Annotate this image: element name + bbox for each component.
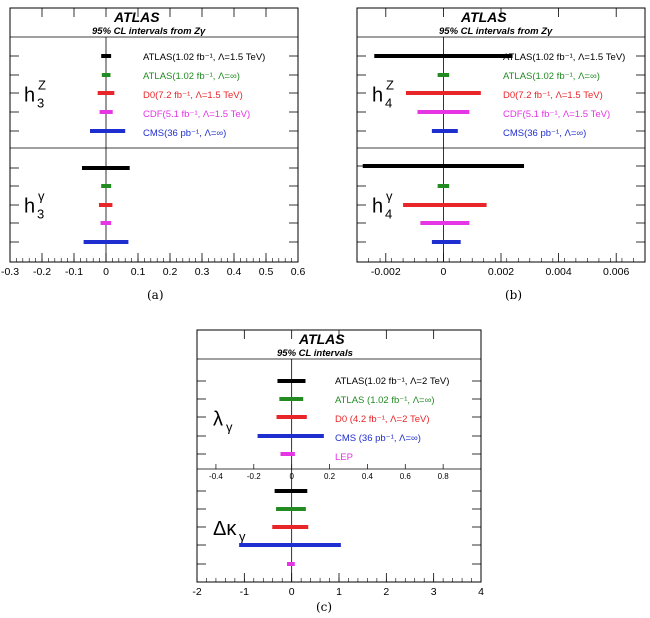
group-label-sup: Z: [38, 77, 46, 93]
inner-tick-label: 0: [289, 472, 294, 481]
x-tick-label: 0.006: [603, 266, 630, 278]
x-tick-label: 0: [440, 266, 447, 278]
legend-entry: ATLAS(1.02 fb⁻¹, Λ=1.5 TeV): [503, 52, 626, 63]
chart-panel-0: [1, 8, 305, 278]
group-label-sup: Z: [386, 77, 394, 93]
x-tick-label: -1: [239, 586, 250, 598]
legend-entry: ATLAS(1.02 fb⁻¹, Λ=2 TeV): [335, 376, 450, 387]
legend-entry: CDF(5.1 fb⁻¹, Λ=1.5 TeV): [503, 109, 611, 120]
x-tick-label: -0.002: [370, 266, 401, 278]
chart-subtitle: 95% CL intervals: [277, 348, 353, 359]
inner-tick-label: 0.2: [323, 472, 336, 481]
inner-tick-label: -0.4: [209, 472, 223, 481]
legend-entry: D0(7.2 fb⁻¹, Λ=1.5 TeV): [143, 90, 243, 101]
legend-entry: ATLAS(1.02 fb⁻¹, Λ=∞): [503, 71, 600, 82]
x-tick-label: 0.002: [487, 266, 515, 278]
group-label: h: [372, 84, 384, 107]
chart-panel-1: [357, 8, 645, 278]
group-label-sup: γ: [38, 188, 45, 204]
group-label-sub: 3: [37, 95, 45, 111]
x-tick-label: -2: [192, 586, 202, 598]
x-tick-label: 0.4: [226, 266, 242, 278]
x-tick-label: 0.5: [258, 266, 274, 278]
x-tick-label: 0.004: [545, 266, 572, 278]
group-label: Δκ: [213, 518, 237, 540]
x-tick-label: 0.6: [290, 266, 306, 278]
atlas-label: ATLAS: [299, 331, 345, 347]
x-tick-label: 0.3: [194, 266, 210, 278]
legend-entry: ATLAS(1.02 fb⁻¹, Λ=1.5 TeV): [143, 52, 266, 63]
legend-entry: CMS (36 pb⁻¹, Λ=∞): [335, 433, 421, 444]
x-tick-label: 0: [288, 586, 295, 598]
legend-entry: CDF(5.1 fb⁻¹, Λ=1.5 TeV): [143, 109, 251, 120]
group-label-sub: 4: [385, 206, 393, 222]
x-tick-label: -0.1: [64, 266, 84, 278]
group-label: λ: [213, 408, 223, 431]
inner-tick-label: -0.2: [246, 472, 261, 481]
legend-entry: D0 (4.2 fb⁻¹, Λ=2 TeV): [335, 414, 430, 425]
inner-tick-label: 0.6: [399, 472, 411, 481]
plot-frame: [357, 8, 645, 262]
group-label-sup: γ: [386, 188, 393, 204]
atlas-label: ATLAS: [114, 9, 160, 25]
group-label-sub: 4: [385, 95, 393, 111]
x-tick-label: 0.2: [162, 266, 178, 278]
caption-a: (a): [147, 288, 164, 302]
legend-entry: ATLAS(1.02 fb⁻¹, Λ=∞): [143, 71, 240, 82]
caption-c: (c): [316, 600, 333, 614]
chart-subtitle: 95% CL intervals from Zγ: [439, 26, 553, 37]
inner-tick-label: 0.8: [437, 472, 449, 481]
x-tick-label: 2: [383, 586, 390, 598]
x-tick-label: -0.2: [32, 266, 52, 278]
chart-subtitle: 95% CL intervals from Zγ: [92, 26, 206, 37]
legend-entry: LEP: [335, 452, 353, 463]
x-tick-label: -0.3: [0, 266, 20, 278]
group-label-sub: γ: [239, 529, 246, 544]
legend-entry: ATLAS (1.02 fb⁻¹, Λ=∞): [335, 395, 435, 406]
x-tick-label: 1: [336, 586, 342, 598]
legend-entry: CMS(36 pb⁻¹, Λ=∞): [143, 128, 227, 139]
legend-entry: CMS(36 pb⁻¹, Λ=∞): [503, 128, 587, 139]
group-label-sub: γ: [226, 419, 233, 435]
x-tick-label: 0.1: [130, 266, 146, 278]
inner-tick-label: 0.4: [361, 472, 373, 481]
caption-b: (b): [505, 288, 523, 302]
x-tick-label: 0: [103, 266, 109, 278]
legend-entry: D0(7.2 fb⁻¹, Λ=1.5 TeV): [503, 90, 603, 101]
group-label: h: [24, 84, 36, 107]
x-tick-label: 3: [430, 586, 437, 598]
group-label: h: [372, 195, 384, 218]
group-label: h: [24, 195, 36, 218]
atlas-label: ATLAS: [461, 9, 507, 25]
x-tick-label: 4: [478, 586, 484, 598]
chart-panel-2: [192, 330, 484, 598]
group-label-sub: 3: [37, 206, 45, 222]
